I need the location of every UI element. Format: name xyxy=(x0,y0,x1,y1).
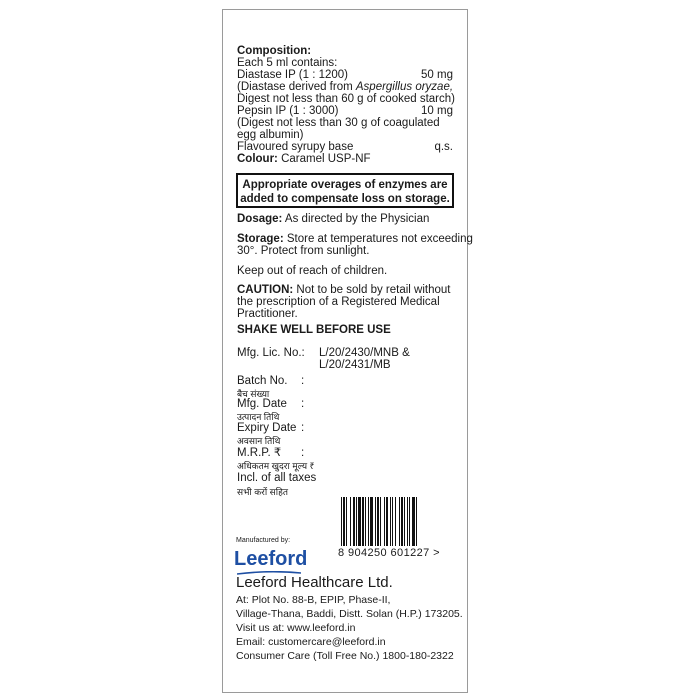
base-qty: q.s. xyxy=(434,141,453,153)
mfg-lic-line1: L/20/2430/MNB & xyxy=(319,347,410,359)
expiry-label: Expiry Date xyxy=(237,422,297,434)
caution-line1: CAUTION: Not to be sold by retail without xyxy=(237,284,451,296)
dosage-line: Dosage: As directed by the Physician xyxy=(237,213,430,225)
batch-label: Batch No. xyxy=(237,375,288,387)
batch-hindi: बैच संख्या xyxy=(237,389,270,399)
mfg-lic-label: Mfg. Lic. No.: xyxy=(237,347,305,359)
mfg-date-hindi: उत्पादन तिथि xyxy=(237,412,280,422)
overage-notice-line2: added to compensate loss on storage. xyxy=(240,193,450,205)
diastase-note-2: Digest not less than 60 g of cooked starch) xyxy=(237,93,455,105)
barcode-number: 8 904250 601227 > xyxy=(338,547,440,559)
manufactured-by-label: Manufactured by: xyxy=(236,537,291,544)
keep-out-line: Keep out of reach of children. xyxy=(237,265,388,277)
mfg-date-label: Mfg. Date xyxy=(237,398,287,410)
company-name: Leeford Healthcare Ltd. xyxy=(236,574,393,591)
mfg-date-colon: : xyxy=(301,398,305,410)
taxes-hindi: सभी करों सहित xyxy=(237,487,288,497)
pepsin-note-1: (Digest not less than 30 g of coagulated xyxy=(237,117,440,129)
pepsin-line: Pepsin IP (1 : 3000) xyxy=(237,105,339,117)
pepsin-qty: 10 mg xyxy=(421,105,453,117)
diastase-line: Diastase IP (1 : 1200) xyxy=(237,69,349,81)
pepsin-note-2: egg albumin) xyxy=(237,129,304,141)
base-line: Flavoured syrupy base xyxy=(237,141,354,153)
website-line: Visit us at: www.leeford.in xyxy=(236,622,356,634)
address-line2: Village-Thana, Baddi, Distt. Solan (H.P.) 173205. xyxy=(236,608,463,620)
composition-heading: Composition: xyxy=(237,45,312,57)
mfg-lic-line2: L/20/2431/MB xyxy=(319,359,391,371)
mrp-label: M.R.P. ₹ xyxy=(237,447,282,459)
leeford-logo: Leeford xyxy=(234,548,308,570)
caution-line3: Practitioner. xyxy=(237,308,298,320)
batch-colon: : xyxy=(301,375,305,387)
mrp-colon: : xyxy=(301,447,305,459)
composition-each: Each 5 ml contains: xyxy=(237,57,338,69)
storage-line2: 30°. Protect from sunlight. xyxy=(237,245,370,257)
consumer-care-line: Consumer Care (Toll Free No.) 1800-180-2322 xyxy=(236,650,454,662)
expiry-hindi: अवसान तिथि xyxy=(237,436,281,446)
mrp-hindi: अधिकतम खुदरा मूल्य ₹ xyxy=(237,461,315,471)
caution-line2: the prescription of a Registered Medical xyxy=(237,296,440,308)
overage-notice-box xyxy=(236,173,454,208)
email-line: Email: customercare@leeford.in xyxy=(236,636,386,648)
expiry-colon: : xyxy=(301,422,305,434)
storage-line1: Storage: Store at temperatures not exceeding xyxy=(237,233,473,245)
address-line1: At: Plot No. 88-B, EPIP, Phase-II, xyxy=(236,594,391,606)
taxes-label: Incl. of all taxes xyxy=(237,472,317,484)
colour-line: Colour: Caramel USP-NF xyxy=(237,153,371,165)
overage-notice-line1: Appropriate overages of enzymes are xyxy=(242,179,448,191)
shake-notice: SHAKE WELL BEFORE USE xyxy=(237,324,391,336)
diastase-qty: 50 mg xyxy=(421,69,453,81)
barcode-bars xyxy=(341,497,454,546)
diastase-note-1: (Diastase derived from Aspergillus oryzae, xyxy=(237,81,454,93)
